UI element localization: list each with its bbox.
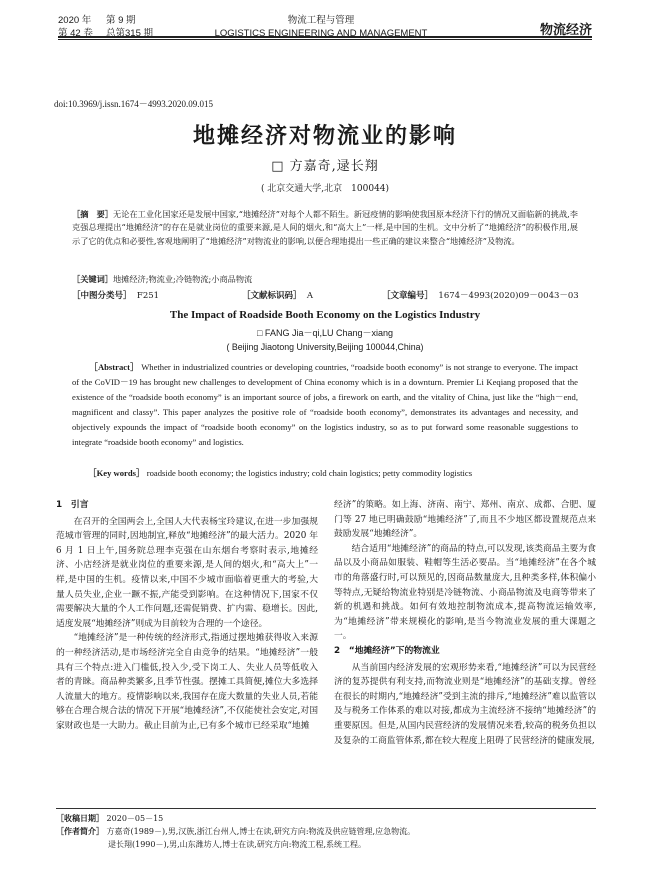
author-bio-text-1: 方嘉奇(1989－),男,汉族,浙江台州人,博士在读,研究方向:物流及供应链管理,应急物流。: [106, 827, 416, 836]
footnote: [56, 812, 596, 851]
affiliation: ( 北京交通大学,北京 100044): [260, 184, 390, 194]
abstract-cn-text: 无论在工业化国家还是发展中国家,“地摊经济”对每个人都不陌生。新冠疫情的影响使我国原本经济下行的情况又面临新的挑战,李克强总理提出“地摊经济”的存在是就业岗位的重要来源,是人间的烟火,和“高大上”一样,是中国的生机。文中分析了“地摊经济”的积极作用,展示了它的优点和必要性,客观地阐明了“地摊经济”对物流业的影响,以便合理地提出一些正确的建议来整合“地摊经济”及物流。: [72, 209, 578, 246]
author-bio-1: [56, 825, 596, 838]
article-title: 地摊经济对物流业的影响: [192, 123, 457, 149]
abstract-en-label: ［Abstract］: [89, 362, 139, 372]
doc-code-value: A: [306, 291, 314, 301]
doc-code-item: [242, 289, 313, 301]
article-title-en: The Impact of Roadside Booth Economy on the Logistics Industry: [169, 309, 481, 321]
year: 2020 年: [58, 15, 92, 26]
body-column-left: [56, 498, 318, 734]
paragraph: 结合适用“地摊经济”的商品的特点,可以发现,该类商品主要为食品以及小商品如服装、鞋帽等生活必要品。当“地摊经济”在各个城市的角落盛行时,可以预见的,因商品数量庞大,且种类多样,体积偏小等特点,无疑给物流业特别是冷链物流、小商品物流及电商等带来了新的机遇和挑战。如何有效地控制物流成本,提高物流运输效率,为“地摊经济”带来规模化的影响,是当今物流业发展的重大课题之一。: [334, 543, 596, 642]
clc-value: F251: [136, 291, 160, 301]
received-date: [56, 812, 596, 825]
keywords-en-text: roadside booth economy; the logistics industry; cold chain logistics; petty commodity logistics: [146, 468, 473, 478]
total-issue: 总第315 期: [106, 28, 153, 39]
clc-item: [72, 289, 159, 301]
footnote-rule: [56, 808, 596, 809]
received-date-value: 2020－05－15: [106, 814, 164, 823]
header-rule-thin: [58, 39, 592, 40]
paragraph: 从当前国内经济发展的宏观形势来看,“地摊经济”可以为民营经济的复苏提供有利支持,而物流业则是“地摊经济”的基础支撑。曾经在很长的时期内,“地摊经济”受到主流的排斥,“地摊经济”难以监管以及与税务工作体系的难以对接,都成为主流经济不接纳“地摊经济”的重要原因。但是,从国内民营经济的发展情况来看,较高的税务负担以及复杂的工商监管体系,都在较大程度上阻碍了民营经济的健康发展,: [334, 662, 596, 746]
abstract-en: [72, 360, 578, 450]
paragraph: “地摊经济”是一种传统的经济形式,指通过摆地摊获得收入来源的一种经济活动,是市场经济完全自由竞争的结果。“地摊经济”一般具有三个特点:进入门槛低,投入少,受下岗工人、失业人员等低收入者的青睐。商品种类繁多,且季节性强。摆摊工具简便,摊位大多选择人流量大的地方。疫情影响以来,我国存在庞大数量的失业人员,若能够在合理合规合法的情况下开展“地摊经济”,不仅能使社会安定,对国家财政也是一大助力。截止目前为止,已有多个城市已经采取“地摊: [56, 633, 318, 731]
page-header: [58, 10, 592, 50]
clc-label: ［中图分类号］: [72, 291, 132, 301]
keywords-en: [88, 467, 578, 479]
header-rule: [58, 36, 592, 38]
section-label: 物流经济: [539, 22, 592, 37]
section-heading-2: 2 “地摊经济”下的物流业: [334, 645, 440, 656]
author-bio-label: ［作者简介］: [56, 827, 104, 836]
keywords-en-label: ［Key words］: [88, 468, 145, 478]
received-date-label: ［收稿日期］: [56, 814, 104, 823]
keywords-cn-label: ［关键词］: [72, 274, 113, 284]
authors-en: □ FANG Jia－qi,LU Chang－xiang: [257, 328, 393, 338]
section-heading-1: 1 引言: [56, 500, 89, 510]
keywords-cn-text: 地摊经济;物流业;冷链物流;小商品物流: [112, 274, 253, 284]
doc-code-label: ［文献标识码］: [242, 291, 302, 301]
affiliation-en: ( Beijing Jiaotong University,Beijing 100044,China): [226, 342, 424, 352]
doi: doi:10.3969/j.issn.1674－4993.2020.09.015: [54, 99, 214, 109]
authors: □ 方嘉奇,逯长翔: [271, 159, 379, 174]
abstract-en-text: Whether in industrialized countries or developing countries, “roadside booth economy” is not strange to everyone. The impact of the CoVID－19 has brought new challenges to development of China economy which is in a downturn. Premier Li Keqiang proposed that the existence of the “roadside booth economy” is an important source of jobs, a firework on earth, and the vitality of China, just like the “high－end, magnificent and classy”. This paper analyzes the positive role of “roadside booth economy”, demonstrates its advantages and necessity, and objectively expounds the impact of “roadside booth economy” on the logistics industry, so as to put forward some reasonable suggestions to integrate “roadside booth economy” and logistics.: [72, 362, 578, 447]
keywords-cn: [72, 274, 578, 285]
journal-name-en: LOGISTICS ENGINEERING AND MANAGEMENT: [214, 28, 428, 39]
body-column-right: [334, 498, 596, 748]
paragraph: 经济”的策略。如上海、济南、南宁、郑州、南京、成都、合肥、厦门等 27 地已明确鼓励“地摊经济”了,而且不少地区都设置规范点来鼓励发展“地摊经济”。: [334, 500, 596, 540]
abstract-cn-label: ［摘 要］: [72, 209, 114, 219]
author-bio-2: 逯长翔(1990－),男,山东潍坊人,博士在读,研究方向:物流工程,系统工程。: [108, 840, 367, 849]
journal-name-cn: 物流工程与管理: [287, 15, 355, 26]
paragraph: 在召开的全国两会上,全国人大代表杨宝玲建议,在进一步加强规范城市管理的同时,因地制宜,释放“地摊经济”的最大活力。2020 年 6 月 1 日上午,国务院总理李克强在山东烟台考察时表示,地摊经济、小店经济是就业岗位的重要来源,是人间的烟火,和“高大上”一样,是中国的生机。疫情以来,中国不少城市面临着更重大的考验,大量人员失业,企业一蹶不振,产能受到影响。在这种情况下,国家不仅需要解决大量的个人工作问题,还需促销费、扩内需、稳增长。因此,适度发展“地摊经济”则成为目前较为合理的一个途径。: [56, 516, 318, 629]
abstract-cn: [72, 208, 578, 248]
article-number-label: ［文章编号］: [382, 291, 434, 301]
article-number-value: 1674－4993(2020)09－0043－03: [438, 291, 579, 301]
issue-number: 第 9 期: [106, 15, 136, 26]
volume: 第 42 卷: [58, 28, 93, 39]
article-number-item: [382, 289, 579, 301]
